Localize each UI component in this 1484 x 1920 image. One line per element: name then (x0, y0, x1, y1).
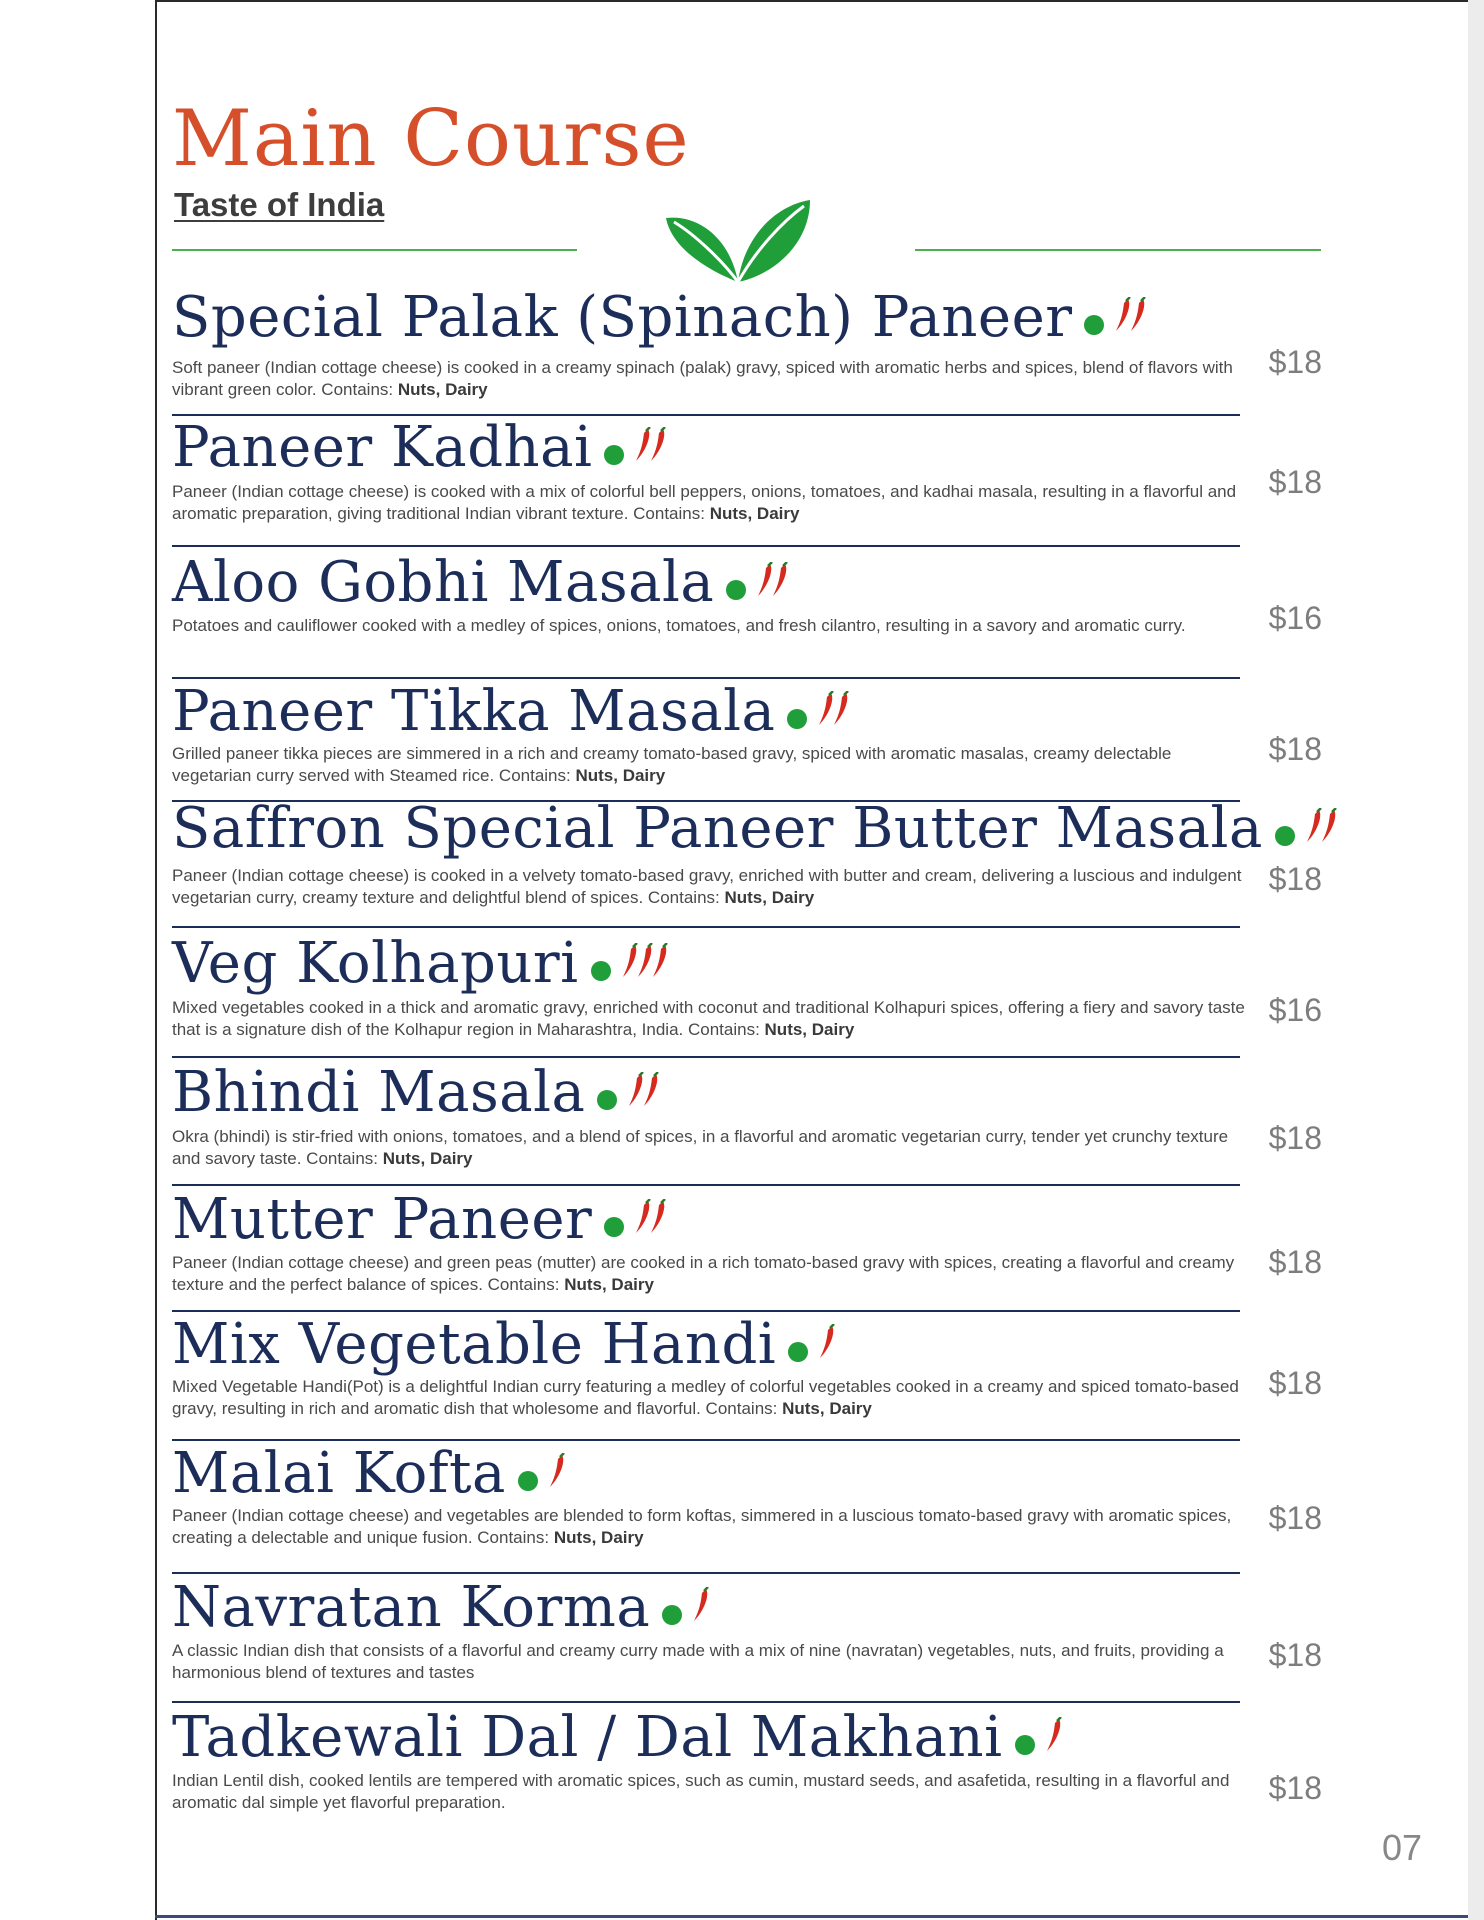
veg-dot-icon (1275, 826, 1295, 846)
menu-item (172, 280, 1322, 410)
chili-pepper-icon (813, 691, 855, 732)
dish-name: Paneer Kadhai (172, 415, 593, 480)
dish-name-line (172, 931, 675, 996)
dish-description (172, 1126, 1252, 1170)
dish-name: Aloo Gobhi Masala (172, 550, 715, 615)
dish-price: $18 (1268, 344, 1322, 380)
description-text: Indian Lentil dish, cooked lentils are tempered with aromatic spices, such as cumin, mustard seeds, and asafetida, resulting in a flavorful and aromatic dal simple yet flavorful preparation. (172, 1771, 1230, 1812)
veg-dot-icon (788, 1342, 808, 1362)
veg-dot-icon (591, 961, 611, 981)
menu-item (172, 1182, 1322, 1312)
dish-price: $18 (1268, 731, 1322, 767)
chili-pepper-icon (688, 1587, 714, 1628)
dish-description (172, 615, 1252, 637)
dish-price: $16 (1268, 992, 1322, 1028)
veg-dot-icon (604, 445, 624, 465)
dish-price: $18 (1268, 861, 1322, 897)
dish-description (172, 1505, 1252, 1549)
header-rule-right (915, 249, 1321, 251)
description-text: Paneer (Indian cottage cheese) is cooked in a velvety tomato-based gravy, enriched with butter and cream, delivering a luscious and indulgent vegetarian curry, creamy texture and delightful blend of spices. Contains: (172, 866, 1242, 907)
allergens: Nuts, Dairy (709, 504, 800, 523)
dish-price: $18 (1268, 1120, 1322, 1156)
chili-pepper-icon (752, 562, 794, 603)
dish-description (172, 357, 1252, 401)
leaf-icon (664, 198, 812, 284)
dish-description (172, 1640, 1252, 1684)
dish-price: $18 (1268, 1244, 1322, 1280)
dish-name-line (172, 1312, 840, 1377)
dish-name: Tadkewali Dal / Dal Makhani (172, 1705, 1003, 1770)
dish-name: Navratan Korma (172, 1575, 651, 1640)
allergens: Nuts, Dairy (564, 1275, 654, 1294)
chili-pepper-icon (623, 1072, 665, 1113)
allergens: Nuts, Dairy (553, 1528, 644, 1547)
chili-pepper-icon (617, 943, 675, 984)
allergens: Nuts, Dairy (782, 1399, 872, 1418)
menu-item (172, 797, 1322, 927)
menu-item (172, 926, 1322, 1056)
chili-pepper-icon (1041, 1717, 1067, 1758)
veg-dot-icon (662, 1605, 682, 1625)
dish-name: Paneer Tikka Masala (172, 679, 776, 744)
description-text: Paneer (Indian cottage cheese) and green peas (mutter) are cooked in a rich tomato-based gravy with spices, creating a flavorful and creamy texture and the perfect balance of spices. Contains: (172, 1253, 1235, 1294)
menu-item (172, 543, 1322, 673)
dish-description (172, 743, 1252, 787)
veg-dot-icon (597, 1090, 617, 1110)
page-title: Main Course (172, 94, 690, 184)
dish-name: Bhindi Masala (172, 1060, 586, 1125)
dish-name: Malai Kofta (172, 1441, 506, 1506)
page-frame-left (155, 0, 157, 1920)
chili-pepper-icon (544, 1453, 570, 1494)
dish-name: Special Palak (Spinach) Paneer (172, 285, 1073, 350)
dish-price: $18 (1268, 1500, 1322, 1536)
dish-price: $18 (1268, 1365, 1322, 1401)
page-frame-bottom (155, 1915, 1484, 1918)
menu-item (172, 1570, 1322, 1700)
chili-pepper-icon (1301, 808, 1343, 849)
page-subtitle: Taste of India (174, 186, 385, 223)
page-frame-top (155, 0, 1484, 2)
allergens: Nuts, Dairy (764, 1020, 855, 1039)
description-text: Soft paneer (Indian cottage cheese) is cooked in a creamy spinach (palak) gravy, spiced with aromatic herbs and spices, blend of flavors with vibrant green color. Contains: (172, 358, 1233, 399)
header-rule-left (172, 249, 577, 251)
veg-dot-icon (787, 709, 807, 729)
dish-name-line (172, 550, 794, 615)
dish-name-line (172, 285, 1152, 350)
dish-description (172, 481, 1252, 525)
veg-dot-icon (1015, 1735, 1035, 1755)
menu-item (172, 1436, 1322, 1566)
dish-description (172, 1376, 1252, 1420)
menu-item (172, 1307, 1322, 1437)
dish-price: $18 (1268, 1637, 1322, 1673)
veg-dot-icon (518, 1471, 538, 1491)
description-text: Paneer (Indian cottage cheese) and vegetables are blended to form koftas, simmered in a luscious tomato-based gravy with aromatic spices, creating a delectable and unique fusion. Contains: (172, 1506, 1232, 1547)
dish-name-line (172, 796, 1343, 861)
veg-dot-icon (726, 580, 746, 600)
veg-dot-icon (604, 1217, 624, 1237)
description-text: Grilled paneer tikka pieces are simmered in a rich and creamy tomato-based gravy, spiced with aromatic masalas, creamy delectable vegetarian curry served with Steamed rice. Contains: (172, 744, 1172, 785)
dish-name: Mutter Paneer (172, 1187, 593, 1252)
description-text: Paneer (Indian cottage cheese) is cooked with a mix of colorful bell peppers, onions, tomatoes, and kadhai masala, resulting in a flavorful and aromatic preparation, giving traditional Indian vibrant texture. Contains: (172, 482, 1237, 523)
dish-description (172, 997, 1252, 1041)
dish-price: $18 (1268, 1770, 1322, 1806)
veg-dot-icon (1084, 315, 1104, 335)
menu-item (172, 672, 1322, 802)
dish-name-line (172, 679, 855, 744)
description-text: Potatoes and cauliflower cooked with a medley of spices, onions, tomatoes, and fresh cilantro, resulting in a savory and aromatic curry. (172, 616, 1186, 635)
dish-name-line (172, 1705, 1067, 1770)
dish-name: Mix Vegetable Handi (172, 1312, 777, 1377)
allergens: Nuts, Dairy (382, 1149, 473, 1168)
description-text: A classic Indian dish that consists of a flavorful and creamy curry made with a mix of nine (navratan) vegetables, nuts, and fruits, providing a harmonious blend of textures and tastes (172, 1641, 1224, 1682)
dish-name-line (172, 1441, 570, 1506)
page-number: 07 (1382, 1827, 1423, 1868)
description-text: Okra (bhindi) is stir-fried with onions, tomatoes, and a blend of spices, in a flavorful and aromatic vegetarian curry, tender yet crunchy texture and savory taste. Contains: (172, 1127, 1229, 1168)
chili-pepper-icon (1110, 297, 1152, 338)
menu-item (172, 1700, 1322, 1830)
description-text: Mixed vegetables cooked in a thick and aromatic gravy, enriched with coconut and traditional Kolhapuri spices, offering a fiery and savory taste that is a signature dish of the Kolhapur region in Maharashtra, India. Contains: (172, 998, 1245, 1039)
dish-name-line (172, 1060, 665, 1125)
chili-pepper-icon (630, 1199, 672, 1240)
chili-pepper-icon (630, 427, 672, 468)
dish-name-line (172, 1575, 714, 1640)
dish-price: $16 (1268, 600, 1322, 636)
dish-name-line (172, 1187, 672, 1252)
dish-description (172, 1252, 1252, 1296)
dish-name: Saffron Special Paneer Butter Masala (172, 796, 1263, 861)
allergens: Nuts, Dairy (575, 766, 666, 785)
menu-item (172, 1055, 1322, 1185)
dish-name: Veg Kolhapuri (172, 931, 579, 996)
allergens: Nuts, Dairy (724, 888, 815, 907)
menu-item (172, 410, 1322, 540)
dish-name-line (172, 415, 672, 480)
dish-description (172, 1770, 1252, 1814)
dish-description (172, 865, 1252, 909)
description-text: Mixed Vegetable Handi(Pot) is a delightful Indian curry featuring a medley of colorful vegetables cooked in a creamy and spiced tomato-based gravy, resulting in rich and aromatic dish that wholesome and flavorful. Contains: (172, 1377, 1239, 1418)
dish-price: $18 (1268, 464, 1322, 500)
allergens: Nuts, Dairy (397, 380, 488, 399)
chili-pepper-icon (814, 1324, 840, 1365)
page-frame-right (1468, 0, 1484, 1920)
